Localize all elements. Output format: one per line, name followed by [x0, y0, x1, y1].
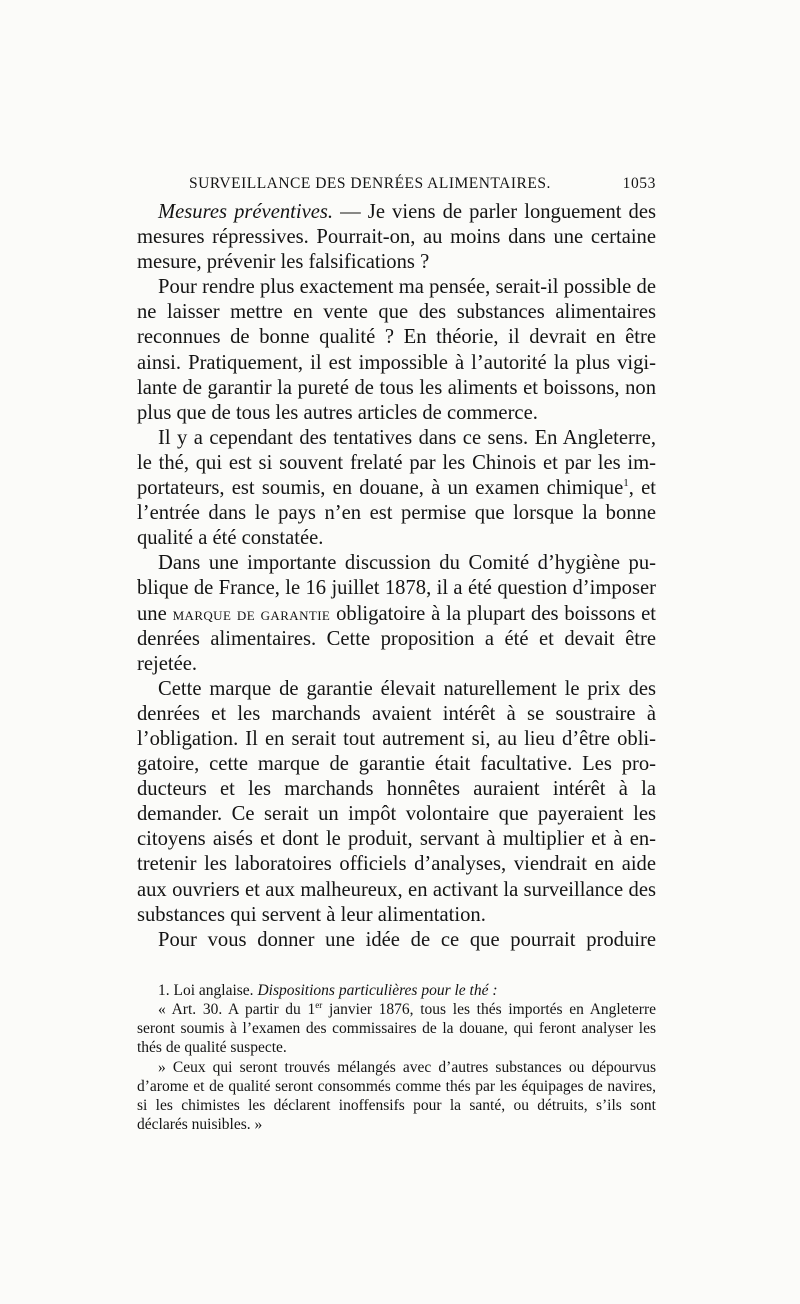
paragraph-1 — [137, 200, 656, 275]
paragraph-text: , et l’entrée dans le pays n’en est permise que lorsque la bonne qualité a été constatée. — [137, 477, 656, 550]
body-text — [137, 200, 656, 953]
paragraph-4 — [137, 551, 656, 676]
paragraph-text: — Je viens de parler longuement des mesures répressives. Pourrait-on, au moins dans une certaine mesure, prévenir les falsifications ? — [137, 201, 657, 274]
footnote-second — [137, 1058, 656, 1135]
paragraph-text: Pour vous donner une idée de ce que pourrait produire — [158, 928, 656, 951]
footnote-intro — [137, 981, 656, 1000]
emphasis-smallcaps: marque de garantie — [172, 603, 331, 624]
book-page — [137, 172, 656, 1134]
footnotes — [137, 981, 656, 1135]
footnote-title: Dispositions particulières pour le thé : — [257, 981, 498, 999]
footnote-reference: 1 — [623, 477, 629, 490]
paragraph-text: Dans une importante discussion du Comité d’hygiène publique de France, le 16 juillet 1878, il a été question d’imposer une — [137, 552, 656, 625]
paragraph-text: Cette marque de garantie élevait naturellement le prix des denrées et les marchands avaient intérêt à se soustraire à l’obligation. Il en serait tout autrement si, au lieu d’être obligatoire, cette marque de garantie était facultative. Les producteurs et les marchands honnêtes auraient intérêt à la demander. Ce serait un impôt volontaire que payeraient les citoyens aisés et dont le produit, servant à multiplier et à entretenir les laboratoires officiels d’analyses, viendrait en aide aux ouvriers et aux malheureux, en activant la surveillance des substances qui servent à leur alimentation. — [137, 677, 656, 926]
footnote-text: » Ceux qui seront trouvés mélangés avec d’autres substances ou dépourvus d’arome et de qualité seront consommés comme thés par les équipages de navires, si les chimistes les déclarent inoffensifs pour la santé, ou détruits, s’ils sont déclarés nuisibles. » — [137, 1058, 656, 1134]
paragraph-3 — [137, 426, 656, 551]
paragraph-6 — [137, 928, 656, 953]
paragraph-2 — [137, 275, 656, 426]
page-number: 1053 — [622, 175, 656, 192]
paragraph-text: Il y a cependant des tentatives dans ce sens. En Angleterre, le thé, qui est si souvent frelaté par les Chinois et par les importateurs, est soumis, en douane, à un examen chimique — [137, 426, 656, 500]
footnote-superscript: er — [315, 1000, 323, 1011]
paragraph-text: obligatoire à la plupart des boissons et denrées alimentaires. Cette proposition a été et devait être rejetée. — [137, 602, 656, 675]
footnote-text: janvier 1876, tous les thés importés en Angleterre seront soumis à l’examen des commissaires de la douane, qui feront analyser les thés de qualité suspecte. — [137, 1001, 657, 1057]
footnote-label: 1. Loi anglaise. — [158, 981, 258, 999]
paragraph-5 — [137, 677, 656, 928]
footnote-text: « Art. 30. A partir du 1 — [158, 1001, 316, 1019]
paragraph-text: Pour rendre plus exactement ma pensée, serait-il possible de ne laisser mettre en vente que des substances alimentaires reconnues de bonne qualité ? En théorie, il devrait en être ainsi. Pratiquement, il est impossible à l’autorité la plus vigilante de garantir la pureté de tous les aliments et boissons, non plus que de tous les autres articles de commerce. — [137, 276, 656, 424]
running-head — [137, 172, 656, 196]
footnote-article — [137, 1000, 656, 1058]
section-lead: Mesures préventives. — [158, 201, 334, 223]
running-title: SURVEILLANCE DES DENRÉES ALIMENTAIRES. — [189, 175, 551, 192]
